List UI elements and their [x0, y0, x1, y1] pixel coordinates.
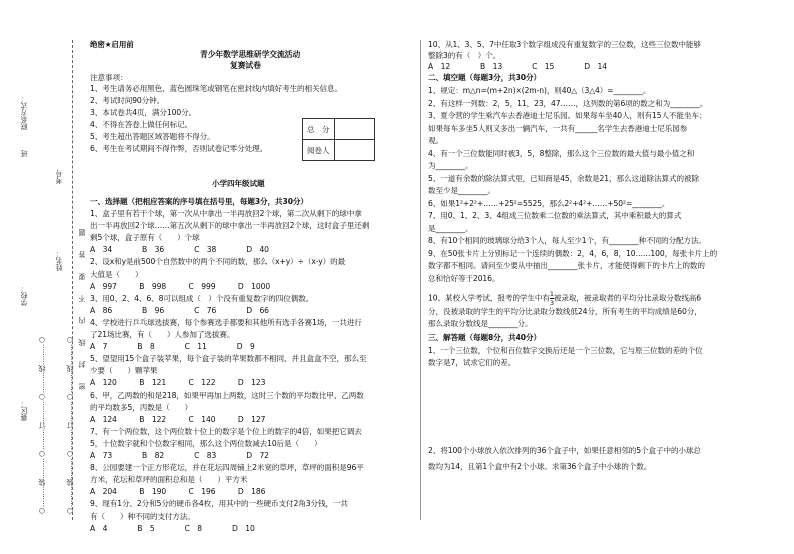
note-item: 5、考生超出答题区域答题将不得分。	[90, 132, 215, 141]
question-line: 少要（ ）颗苹果	[90, 366, 158, 376]
region-label: 赛区：	[20, 400, 28, 421]
question-line: A 120 B 121 C 122 D 123	[90, 378, 266, 388]
seal-line-outer: ○………装………○………订………○………线………○	[38, 336, 46, 515]
question-line: 大值是（ ）	[90, 269, 143, 279]
section2-heading: 二、填空题（每题3分，共30分）	[428, 73, 541, 82]
solve1-line: 数字是7，试求它们的差。	[428, 358, 516, 367]
question-line: 6、如果1²+2²+……+25²=5525，那么2²+4²+……+50²=________。	[428, 198, 670, 208]
question-line: 2、设x和y是前500个自然数中的两个不同的数，那么（x+y）÷（x-y）的最	[90, 257, 346, 267]
question-line: 5、一道有余数的除法算式里，已知商是45，余数是21，那么这道除法算式的被除	[428, 173, 699, 183]
question-line: 6、甲，乙两数的和是218，如果甲再加上两数，这时三个数的平均数比甲、乙两数	[90, 390, 364, 400]
score-table	[302, 118, 375, 161]
question-line: 1、盒子里有若干个球，第一次从中拿出一半再放回2个球，第二次从剩下的球中拿	[90, 209, 362, 218]
question-line: 数至少是________。	[428, 186, 496, 195]
grader-cell[interactable]	[334, 140, 374, 161]
fraction-numerator: 1	[549, 290, 554, 298]
score-cell[interactable]	[334, 119, 374, 140]
question-line: 3、夏令营的学生乘汽车去香港迪士尼乐园。如果每车坐40人，则有15人不能坐车；	[428, 111, 707, 120]
confidential-tag: 绝密★启用前	[90, 40, 134, 49]
question-line: A 4 B 5 C 8 D 10	[90, 523, 255, 533]
question-line: 数字都不相同。请问至少要从中抽出________张卡片，才能使得剩下的卡片上的数的	[428, 261, 705, 270]
exam-number-label: 考号	[55, 170, 63, 184]
question-line: 5，十位数字就和个位数字相同，那么这个两位数减去10后是（ ）	[90, 438, 322, 448]
question-line: 7、用0、1、2、3、4组成三位数乘二位数的乘法算式，其中乘积最大的算式	[428, 211, 682, 220]
question-line: 的平均数多5，丙数是（ ）	[90, 402, 193, 412]
notes-heading: 注意事项：	[90, 73, 128, 82]
question-line: 1、规定：m△n=(m+2n)×(2m-n)，则40△（3△4）=________。	[428, 86, 651, 95]
question-line: 整除3的有（ ）个。	[428, 51, 501, 60]
question-line: 有（ ）种不同的支付方法。	[90, 511, 195, 521]
question-line: 总和恰好等于2016。	[428, 273, 500, 283]
question-line: 7、有一个两位数，这个两位数十位上的数字是个位上的数字的4倍，如果把它调去	[90, 426, 362, 436]
question-line: 出一半再放回2个球……第五次从剩下的球中拿出一半再放回2个球，这时盒子里还剩	[90, 221, 370, 231]
question-line: 10、从1、3、5、7中任取3个数字组成没有重复数字的三位数，这些三位数中能够	[428, 40, 701, 49]
fraction-denominator: 3	[549, 299, 554, 307]
solve2-line: 2、将100个小球放入依次排列的36个盒子中，如果任意相邻的5个盒子中的小球总	[428, 446, 701, 455]
exam-subtitle: 复赛试卷	[230, 61, 261, 70]
fill10-text: 被录取，被录取者的平均分比录取分数线高6	[553, 293, 702, 303]
note-item: 6、考生在考试期间不得作弊，否则试卷记零分处理。	[90, 144, 268, 153]
question-line: A 73 B 82 C 83 D 72	[90, 451, 269, 460]
seal-warning: 密 封 线 内 不 要 答 题	[78, 225, 86, 390]
page-divider	[420, 40, 421, 520]
question-line: A 34 B 36 C 38 D 40	[90, 245, 269, 255]
contact-label: 联系方式：	[20, 95, 28, 130]
question-line: 了21场比赛，有（ ）人参加了选拔赛。	[90, 330, 235, 339]
question-line: 为________。	[428, 161, 473, 170]
question-line: 是________。	[428, 223, 473, 233]
exam-title: 青少年数学思维研学交流活动	[200, 50, 301, 59]
question-line: A 204 B 190 C 196 D 186	[90, 487, 266, 497]
question-line: 8、有10个相同的玻璃球分给3个人，每人至少1个，有________种不同的分配方法。	[428, 236, 707, 245]
section3-heading: 三、解答题（每题8分，共40分）	[428, 333, 541, 342]
fill10-line: 那么录取分数线是________分。	[428, 319, 533, 328]
question-line: 方米，花坛和草坪的面积总和是（ ）平方米	[90, 475, 248, 485]
seal-divider	[72, 40, 73, 520]
solve1-line: 1、一个三位数，个位和百位数字交换后还是一个三位数，它与原三位数的差的个位	[428, 346, 703, 355]
question-line: 9、现有1分、2分和5分的硬币各4枚，用其中的一些硬币支付2角3分钱，一共	[90, 499, 348, 509]
grade-title: 小学四年级试题	[212, 179, 265, 188]
school-label: 学校：	[20, 285, 28, 306]
question-line: A 86 B 96 C 76 D 66	[90, 305, 269, 315]
question-line: 8、公园要建一个正方形花坛，并在花坛四周铺上2米宽的草坪，草坪的面积是96平	[90, 463, 364, 473]
score-label: 总 分	[303, 119, 335, 140]
question-line: 3、用0、2、4、6、8可以组成（ ）个没有重复数字的四位偶数。	[90, 293, 314, 303]
note-item: 3、本试卷共4页，满分100分。	[90, 108, 197, 117]
question-line: 观。	[428, 136, 443, 145]
question-line: A 12 B 13 C 15 D 14	[428, 62, 607, 71]
note-item: 2、考试时间90分钟。	[90, 96, 165, 105]
question-line: 5、望望用15个盒子装苹果，每个盒子装的苹果数都不相同，并且盒盒不空，那么至	[90, 354, 367, 364]
question-line: 2、有这样一列数：2，5，11，23，47……，这列数的第6项的数之和为________。	[428, 98, 708, 108]
question-line: 9、在50张卡片上分别标记一个连续的偶数：2，4，6，8，10……100，每张卡片上的	[428, 248, 718, 258]
fill10-text: 10、某校入学考试，报考的学生中有	[428, 293, 550, 303]
question-line: 剩5个球，盒子原有（ ）个球	[90, 233, 200, 243]
question-line: A 7 B 8 C 11 D 9	[90, 342, 255, 352]
question-line: 4、有一个三位数能同时被3，5，8整除，那么这个三位数的最大值与最小值之和	[428, 148, 695, 158]
grader-label: 阅卷人	[303, 140, 335, 161]
question-line: 4、学校进行乒乓球选拔赛，每个参赛选手都要和其他所有选手各赛1场，一共进行	[90, 317, 362, 327]
number-label: 班	[20, 150, 28, 157]
seal-line-inner: ○………装………○………订………○………线………○	[66, 336, 74, 515]
name-label: 姓名：	[55, 250, 63, 271]
fill10-line: 分，没被录取的学生的平均分比录取分数线低24分，所有考生的平均成绩是60分，	[428, 307, 702, 316]
fill10-line1a	[428, 290, 701, 307]
note-item: 1、考生请务必用黑色、蓝色圆珠笔或钢笔在密封线内填好考生的相关信息。	[90, 84, 343, 93]
note-item: 4、不得在答卷上做任何标记。	[90, 120, 193, 129]
question-line: A 124 B 122 C 140 D 127	[90, 414, 266, 424]
solve2-line: 数均为14，且第1个盒中有2个小球。求第36个盒子中小球的个数。	[428, 462, 652, 471]
question-line: A 997 B 998 C 999 D 1000	[90, 281, 271, 291]
question-line: 如果每车多坐5人则又多出一辆汽车，一共有______名学生去香港迪士尼乐园参	[428, 123, 688, 133]
section1-heading: 一、选择题（把相应答案的序号填在括号里，每题3分，共30分）	[90, 197, 308, 206]
